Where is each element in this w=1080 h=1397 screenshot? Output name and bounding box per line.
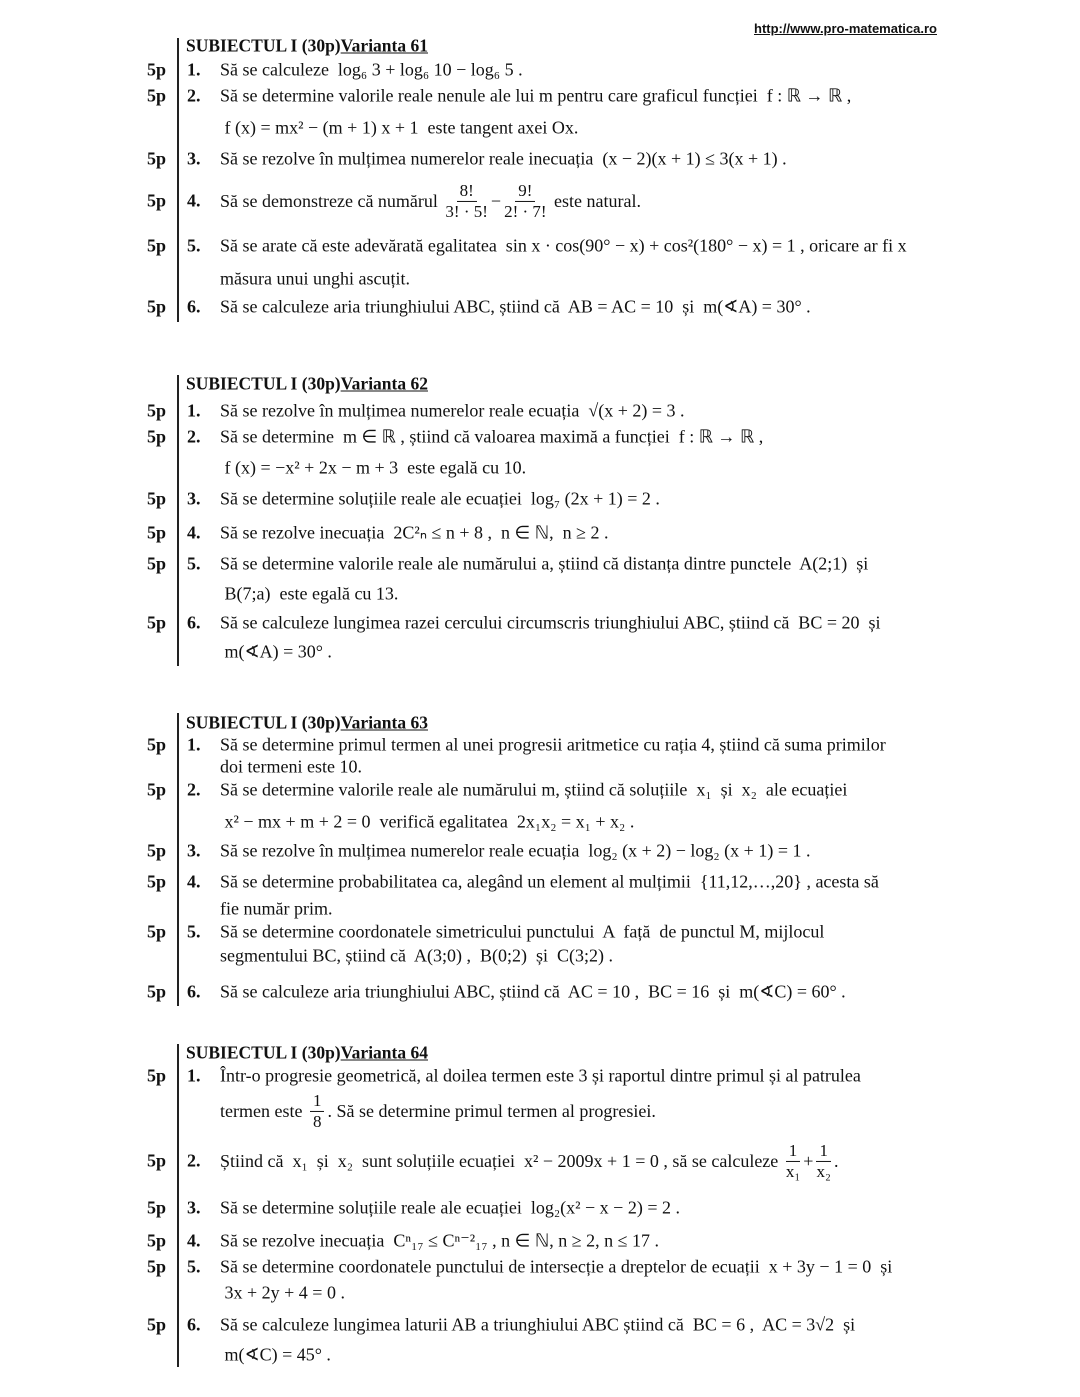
item-number: 2.: [187, 779, 201, 800]
problem-text-line: [220, 458, 526, 479]
text-segment: Să se calculeze aria triunghiului ABC, știind că AB = AC = 10 și m(∢A) = 30° .: [220, 296, 811, 317]
text-segment: Într-o progresie geometrică, al doilea termen este 3 și raportul dintre primul și al patrulea: [220, 1065, 861, 1086]
text-segment: Să se determine soluțiile reale ale ecuației log₇ (2x + 1) = 2 .: [220, 488, 660, 509]
problem-text-line: [220, 297, 811, 318]
text-segment: Să se rezolve în mulțimea numerelor reale ecuația √(x + 2) = 3 .: [220, 400, 685, 421]
item-number: 3.: [187, 148, 201, 169]
points-label: 5p: [147, 612, 167, 633]
item-number: 6.: [187, 612, 201, 633]
problem-text-line: [220, 554, 868, 575]
problem-text-line: [220, 149, 787, 170]
problem-text-line: [220, 181, 641, 221]
fraction-denominator: x₂: [816, 1161, 831, 1181]
text-segment: Să se rezolve inecuația Cⁿ₁₇ ≤ Cⁿ⁻²₁₇ , n ∈ ℕ, n ≥ 2, n ≤ 17 .: [220, 1230, 659, 1251]
problem-text-line: [220, 86, 851, 107]
item-number: 3.: [187, 1197, 201, 1218]
text-segment: Să se calculeze lungimea laturii AB a triunghiului ABC știind că BC = 6 , AC = 3√2 și: [220, 1314, 856, 1335]
text-segment: Să se determine coordonatele punctului de intersecție a dreptelor de ecuații x + 3y − 1 = 0 și: [220, 1256, 893, 1277]
problem-text-line: [220, 735, 886, 756]
fraction: [816, 1141, 831, 1181]
item-number: 2.: [187, 85, 201, 106]
points-label: 5p: [147, 981, 167, 1002]
section-title: SUBIECTUL I (30p): [186, 373, 341, 394]
text-segment: f (x) = mx² − (m + 1) x + 1 este tangent axei Ox.: [220, 117, 579, 138]
points-label: 5p: [147, 426, 167, 447]
fraction: [310, 1091, 325, 1131]
text-segment: Să se calculeze log₆ 3 + log₆ 10 − log₆ 5 .: [220, 59, 523, 80]
points-label: 5p: [147, 1314, 167, 1335]
text-segment: fie număr prim.: [220, 898, 333, 919]
problem-text-line: [220, 922, 824, 943]
points-label: 5p: [147, 190, 167, 211]
item-number: 2.: [187, 426, 201, 447]
text-segment: este natural.: [549, 190, 642, 211]
problem-text-line: [220, 872, 879, 893]
fraction-numerator: 1: [816, 1141, 831, 1162]
fraction-numerator: 1: [786, 1141, 801, 1162]
problem-text-line: [220, 1283, 345, 1304]
item-number: 4.: [187, 190, 201, 211]
text-segment: pentru care graficul funcției f : ℝ → ℝ ,: [552, 85, 852, 106]
problem-text-line: [220, 269, 410, 290]
text-segment: termen este: [220, 1100, 307, 1121]
problem-text-line: [220, 642, 332, 663]
fraction-denominator: 2! · 7!: [504, 201, 547, 221]
section-title: SUBIECTUL I (30p): [186, 712, 341, 733]
points-label: 5p: [147, 148, 167, 169]
problem-text-line: [220, 613, 880, 634]
fraction: [445, 181, 487, 221]
problem-text-line: [220, 1315, 855, 1336]
problem-text-line: [220, 118, 578, 139]
section-header: [186, 36, 428, 57]
text-segment: B(7;a) este egală cu 13.: [220, 583, 399, 604]
text-segment: Să se determine primul termen al unei progresii aritmetice cu rația 4, știind că suma primilor: [220, 734, 886, 755]
points-label: 5p: [147, 400, 167, 421]
problem-text-line: [220, 841, 810, 862]
text-segment: 3x + 2y + 4 = 0 .: [220, 1282, 345, 1303]
problem-text-line: [220, 489, 660, 510]
problem-text-line: [220, 427, 763, 448]
text-segment: +: [803, 1150, 814, 1171]
points-label: 5p: [147, 1197, 167, 1218]
text-segment: Să se determine valorile reale ale numărului m, știind că soluțiile x₁ și x₂ ale ecuației: [220, 779, 848, 800]
text-segment: Să se determine valorile reale ale numărului a, știind că distanța dintre punctele A(2;1) și: [220, 553, 869, 574]
fraction: [786, 1141, 801, 1181]
problem-text-line: [220, 1257, 892, 1278]
text-segment: Să se determine probabilitatea ca, alegând un element al mulțimii {11,12,…,20} , acesta să: [220, 871, 879, 892]
section-title: SUBIECTUL I (30p): [186, 35, 341, 56]
section-title: SUBIECTUL I (30p): [186, 1042, 341, 1063]
points-label: 5p: [147, 1150, 167, 1171]
fraction-denominator: 8: [312, 1111, 322, 1131]
problem-text-line: [220, 1141, 838, 1181]
section-header: [186, 1043, 428, 1064]
text-segment: segmentului BC, știind că A(3;0) , B(0;2) și C(3;2) .: [220, 945, 613, 966]
points-label: 5p: [147, 488, 167, 509]
item-number: 1.: [187, 400, 201, 421]
text-segment: . Să se determine primul termen al progresiei.: [327, 1100, 656, 1121]
problem-text-line: [220, 523, 609, 544]
points-label: 5p: [147, 871, 167, 892]
fraction-numerator: 9!: [515, 181, 535, 202]
problem-text-line: [220, 584, 398, 605]
problem-text-line: [220, 780, 847, 801]
points-label: 5p: [147, 296, 167, 317]
text-segment: x² − mx + m + 2 = 0 verifică egalitatea 2x₁x₂ = x₁ + x₂ .: [220, 811, 635, 832]
fraction-numerator: 1: [310, 1091, 325, 1112]
problem-text-line: [220, 236, 907, 257]
problem-text-line: [220, 899, 332, 920]
text-segment: Să se determine valorile reale nenule ale lui: [220, 85, 539, 106]
item-number: 3.: [187, 840, 201, 861]
points-label: 5p: [147, 1230, 167, 1251]
problem-text-line: [220, 1066, 861, 1087]
text-segment: măsura unui unghi ascuțit.: [220, 268, 410, 289]
section-divider-line: [177, 1044, 179, 1367]
text-segment: Să se arate că este adevărată egalitatea sin x · cos(90° − x) + cos²(180° − x) = 1 , oricare ar fi x: [220, 235, 907, 256]
points-label: 5p: [147, 1065, 167, 1086]
problem-text-line: [220, 401, 685, 422]
section-divider-line: [177, 375, 179, 666]
text-segment: f (x) = −x² + 2x − m + 3 este egală cu 10.: [220, 457, 527, 478]
item-number: 2.: [187, 1150, 201, 1171]
item-number: 6.: [187, 296, 201, 317]
item-number: 1.: [187, 734, 201, 755]
points-label: 5p: [147, 734, 167, 755]
item-number: 5.: [187, 921, 201, 942]
points-label: 5p: [147, 840, 167, 861]
item-number: 5.: [187, 1256, 201, 1277]
variant-label: Varianta 64: [340, 1042, 428, 1063]
fraction-numerator: 8!: [457, 181, 477, 202]
problem-text-line: [220, 1091, 656, 1131]
text-segment: m(∢C) = 45° .: [220, 1344, 331, 1365]
text-segment: doi termeni este 10.: [220, 756, 362, 777]
problem-text-line: [220, 982, 846, 1003]
item-number: 4.: [187, 1230, 201, 1251]
problem-text-line: [220, 812, 634, 833]
variant-label: Varianta 62: [340, 373, 428, 394]
fraction-denominator: x₁: [785, 1161, 801, 1181]
points-label: 5p: [147, 553, 167, 574]
text-segment: −: [490, 190, 502, 211]
points-label: 5p: [147, 779, 167, 800]
item-number: 6.: [187, 1314, 201, 1335]
problem-text-line: [220, 1231, 659, 1252]
text-segment: Să se determine coordonatele simetricului punctului A față de punctul M, mijlocul: [220, 921, 825, 942]
text-segment: m(∢A) = 30° .: [220, 641, 332, 662]
text-segment: Să se demonstreze că numărul: [220, 190, 443, 211]
site-link[interactable]: http://www.pro-matematica.ro: [754, 21, 937, 36]
item-number: 4.: [187, 522, 201, 543]
item-number: 5.: [187, 553, 201, 574]
problem-text-line: [220, 1198, 680, 1219]
text-segment: Să se calculeze aria triunghiului ABC, știind că AC = 10 , BC = 16 și m(∢C) = 60° .: [220, 981, 846, 1002]
problem-text-line: [220, 60, 523, 81]
section-header: [186, 374, 428, 395]
section-divider-line: [177, 713, 179, 1006]
problem-text-line: [220, 946, 613, 967]
points-label: 5p: [147, 921, 167, 942]
item-number: 4.: [187, 871, 201, 892]
item-number: 1.: [187, 59, 201, 80]
text-segment: Să se rezolve în mulțimea numerelor reale inecuația (x − 2)(x + 1) ≤ 3(x + 1) .: [220, 148, 787, 169]
text-segment: .: [833, 1150, 839, 1171]
problem-text-line: [220, 757, 362, 778]
item-number: 6.: [187, 981, 201, 1002]
points-label: 5p: [147, 522, 167, 543]
points-label: 5p: [147, 235, 167, 256]
text-segment: m: [538, 85, 553, 106]
section-divider-line: [177, 38, 179, 322]
points-label: 5p: [147, 59, 167, 80]
points-label: 5p: [147, 1256, 167, 1277]
item-number: 3.: [187, 488, 201, 509]
problem-text-line: [220, 1345, 331, 1366]
text-segment: Să se calculeze lungimea razei cercului circumscris triunghiului ABC, știind că BC = 20 și: [220, 612, 881, 633]
item-number: 1.: [187, 1065, 201, 1086]
points-label: 5p: [147, 85, 167, 106]
variant-label: Varianta 63: [340, 712, 428, 733]
fraction-denominator: 3! · 5!: [445, 201, 488, 221]
text-segment: Să se determine m ∈ ℝ , știind că valoarea maximă a funcției f : ℝ → ℝ ,: [220, 426, 764, 447]
text-segment: Știind că x₁ și x₂ sunt soluțiile ecuației x² − 2009x + 1 = 0 , să se calculeze: [220, 1150, 783, 1171]
section-header: [186, 713, 428, 734]
text-segment: Să se rezolve inecuația 2C²ₙ ≤ n + 8 , n ∈ ℕ, n ≥ 2 .: [220, 522, 609, 543]
text-segment: Să se determine soluțiile reale ale ecuației log₂(x² − x − 2) = 2 .: [220, 1197, 680, 1218]
variant-label: Varianta 61: [340, 35, 428, 56]
text-segment: Să se rezolve în mulțimea numerelor reale ecuația log₂ (x + 2) − log₂ (x + 1) = 1 .: [220, 840, 811, 861]
item-number: 5.: [187, 235, 201, 256]
fraction: [504, 181, 546, 221]
